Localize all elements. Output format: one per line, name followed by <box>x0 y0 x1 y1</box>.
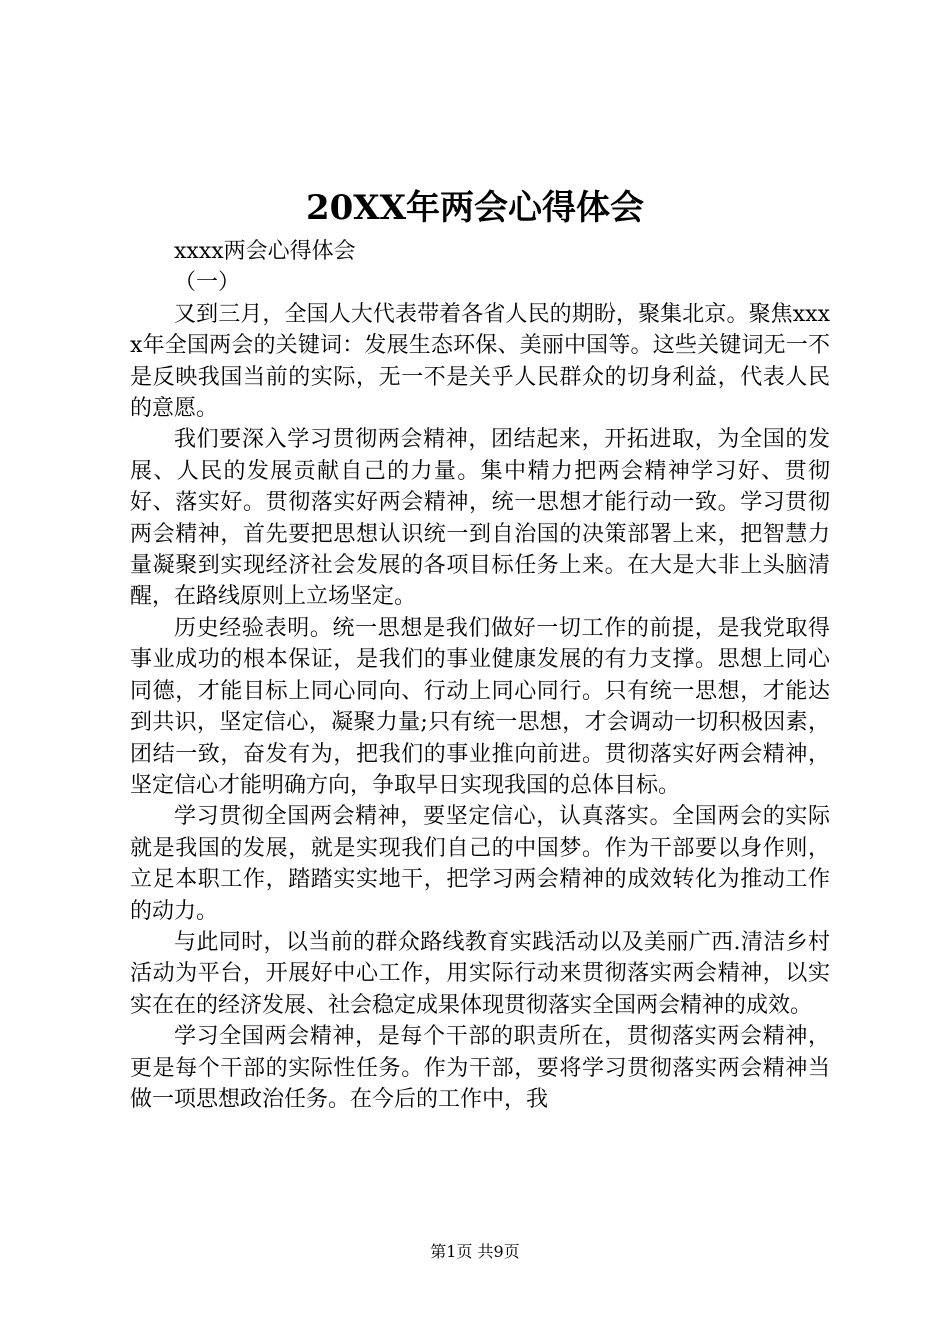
section-number: （一） <box>174 270 241 296</box>
paragraph-5: 与此同时，以当前的群众路线教育实践活动以及美丽广西.清洁乡村活动为平台，开展好中心工作，用实际行动来贯彻落实两会精神，以实实在在的经济发展、社会稳定成果体现贯彻落实全国两会精神的成效。 <box>130 929 830 1018</box>
paragraph-1: 又到三月，全国人大代表带着各省人民的期盼，聚集北京。聚焦xxxx年全国两会的关键词：发展生态环保、美丽中国等。这些关键词无一不是反映我国当前的实际，无一不是关乎人民群众的切身利益，代表人民的意愿。 <box>130 301 830 422</box>
document-title: 20XX年两会心得体会 <box>305 188 645 228</box>
document-body <box>130 236 830 1115</box>
page-footer: 第1页 共9页 <box>430 1242 520 1261</box>
paragraph-6: 学习全国两会精神，是每个干部的职责所在，贯彻落实两会精神，更是每个干部的实际性任务。作为干部，要将学习贯彻落实两会精神当做一项思想政治任务。在今后的工作中，我 <box>130 1024 830 1112</box>
paragraph-4: 学习贯彻全国两会精神，要坚定信心，认真落实。全国两会的实际就是我国的发展，就是实现我们自己的中国梦。作为干部要以身作则，立足本职工作，踏踏实实地干，把学习两会精神的成效转化为推动工作的动力。 <box>130 804 830 924</box>
paragraph-3: 历史经验表明。统一思想是我们做好一切工作的前提，是我党取得事业成功的根本保证，是我们的事业健康发展的有力支撑。思想上同心同德，才能目标上同心同向、行动上同心同行。只有统一思想，才能达到共识，坚定信心，凝聚力量;只有统一思想，才会调动一切积极因素，团结一致，奋发有为，把我们的事业推向前进。贯彻落实好两会精神，坚定信心才能明确方向，争取早日实现我国的总体目标。 <box>130 615 830 798</box>
paragraph-2: 我们要深入学习贯彻两会精神，团结起来，开拓进取，为全国的发展、人民的发展贡献自己的力量。集中精力把两会精神学习好、贯彻好、落实好。贯彻落实好两会精神，统一思想才能行动一致。学习贯彻两会精神，首先要把思想认识统一到自治国的决策部署上来，把智慧力量凝聚到实现经济社会发展的各项目标任务上来。在大是大非上头脑清醒，在路线原则上立场坚定。 <box>130 427 830 610</box>
document-subtitle: xxxx两会心得体会 <box>174 239 356 264</box>
